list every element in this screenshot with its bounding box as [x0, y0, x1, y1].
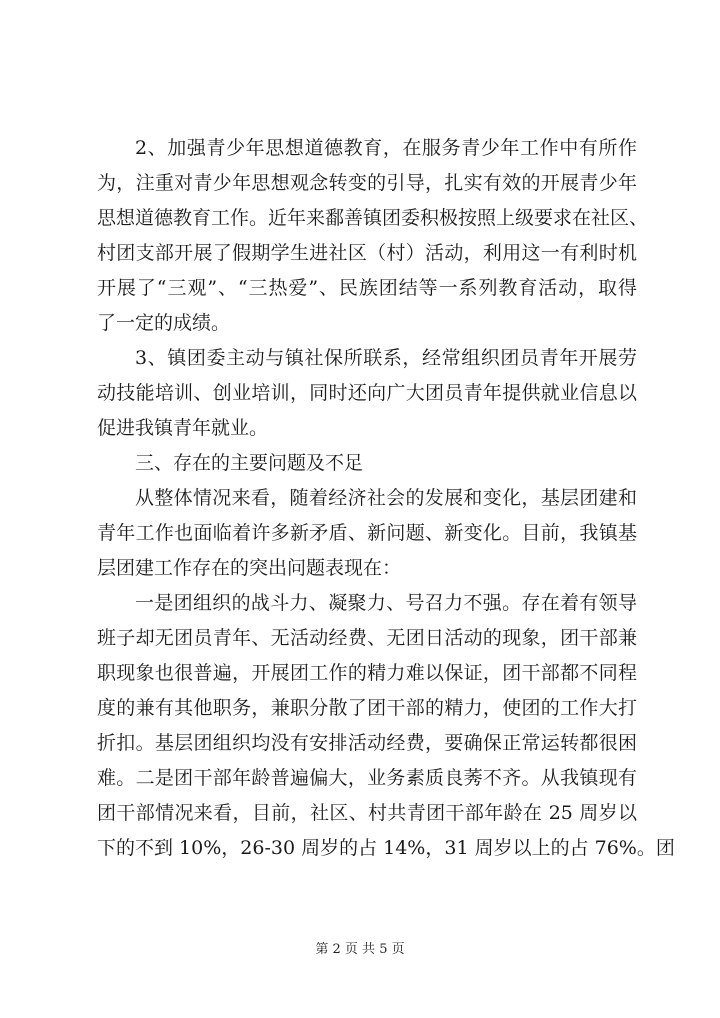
text-line: 下的不到 10%，26-30 周岁的占 14%，31 周岁以上的占 76%。团: [97, 837, 675, 859]
text-line: 开展了“三观”、“三热爱”、民族团结等一系列教育活动，取得: [97, 277, 637, 299]
document-body: [97, 131, 675, 866]
text-line: 团干部情况来看，目前，社区、村共青团干部年龄在 25 周岁以: [97, 802, 637, 824]
text-line: 折扣。基层团组织均没有安排活动经费，要确保正常运转都很困: [97, 732, 637, 754]
text-line: 一是团组织的战斗力、凝聚力、号召力不强。存在着有领导: [135, 592, 637, 614]
text-line: 层团建工作存在的突出问题表现在：: [97, 557, 402, 579]
text-line: 3、镇团委主动与镇社保所联系，经常组织团员青年开展劳: [135, 347, 637, 369]
text-line: 度的兼有其他职务，兼职分散了团干部的精力，使团的工作大打: [97, 697, 637, 719]
page-footer: 第 2 页 共 5 页: [315, 942, 405, 957]
text-line: 青年工作也面临着许多新矛盾、新问题、新变化。目前，我镇基: [97, 522, 637, 544]
text-line: 了一定的成绩。: [97, 312, 231, 334]
text-line: 从整体情况来看，随着经济社会的发展和变化，基层团建和: [135, 487, 637, 509]
text-line: 为，注重对青少年思想观念转变的引导，扎实有效的开展青少年: [97, 172, 637, 194]
text-line: 三、存在的主要问题及不足: [135, 452, 364, 474]
text-line: 2、加强青少年思想道德教育，在服务青少年工作中有所作: [135, 137, 637, 159]
text-line: 促进我镇青年就业。: [97, 417, 269, 439]
text-line: 班子却无团员青年、无活动经费、无团日活动的现象，团干部兼: [97, 627, 637, 649]
text-line: 思想道德教育工作。近年来鄱善镇团委积极按照上级要求在社区、: [97, 207, 649, 229]
text-line: 动技能培训、创业培训，同时还向广大团员青年提供就业信息以: [97, 382, 637, 404]
text-line: 村团支部开展了假期学生进社区（村）活动，利用这一有利时机: [97, 242, 637, 264]
text-line: 职现象也很普遍，开展团工作的精力难以保证，团干部都不同程: [97, 662, 637, 684]
text-line: 难。二是团干部年龄普遍偏大，业务素质良莠不齐。从我镇现有: [97, 767, 637, 789]
